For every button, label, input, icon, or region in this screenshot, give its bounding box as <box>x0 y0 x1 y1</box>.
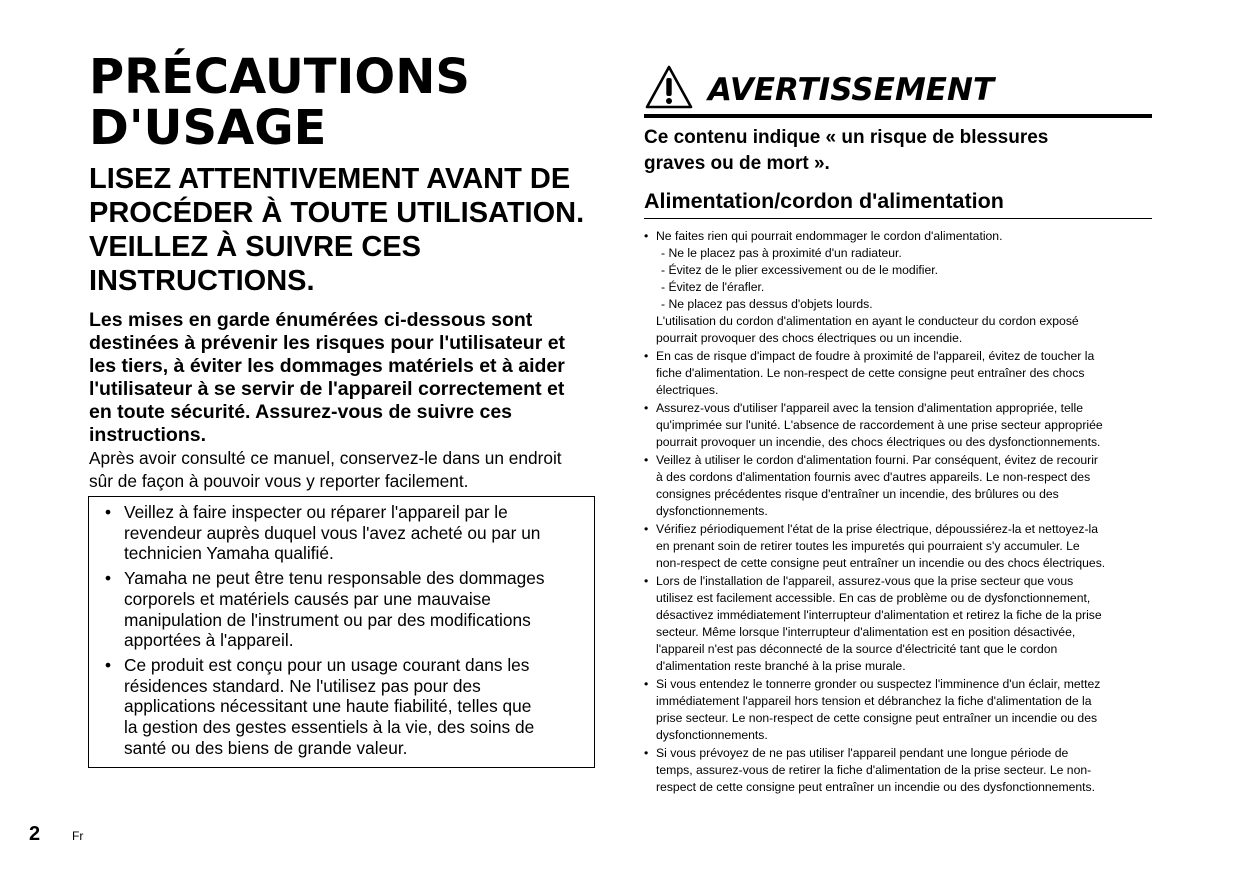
rules-list <box>644 228 1154 797</box>
rule-line: Ne faites rien qui pourrait endommager le cordon d'alimentation. <box>656 229 1003 243</box>
page-title <box>89 49 599 156</box>
notice-line: Veillez à faire inspecter ou réparer l'appareil par le <box>124 502 508 522</box>
rule-line: dysfonctionnements. <box>656 504 768 518</box>
rule-line: immédiatement l'appareil hors tension et débranchez la fiche d'alimentation de la <box>656 694 1092 708</box>
rule-line: pourrait provoquer des chocs électriques ou un incendie. <box>656 331 963 345</box>
intro-paragraph <box>89 447 599 493</box>
subtitle-line: PROCÉDER À TOUTE UTILISATION. <box>89 197 585 229</box>
rule-line: - Ne placez pas dessus d'objets lourds. <box>661 297 873 311</box>
language-code: Fr <box>72 829 84 843</box>
warning-description <box>644 125 1048 177</box>
intro-bold-line: instructions. <box>89 424 207 446</box>
rule-line: dysfonctionnements. <box>656 728 768 742</box>
intro-bold-line: l'utilisateur à se servir de l'appareil correctement et <box>89 378 565 400</box>
rule-line: qu'imprimée sur l'unité. L'absence de raccordement à une prise secteur appropriée <box>656 418 1103 432</box>
subtitle-line: INSTRUCTIONS. <box>89 265 315 297</box>
warning-triangle-icon <box>644 64 694 110</box>
intro-bold-line: Les mises en garde énumérées ci-dessous sont <box>89 309 533 331</box>
notice-line: revendeur auprès duquel vous l'avez acheté ou par un <box>124 522 541 543</box>
notice-line: résidences standard. Ne l'utilisez pas pour des <box>124 675 481 696</box>
bullet-icon: • <box>644 349 649 363</box>
intro-bold-line: en toute sécurité. Assurez-vous de suivre ces <box>89 401 513 423</box>
rule-line: temps, assurez-vous de retirer la fiche d'alimentation de la prise secteur. Le non- <box>656 763 1092 777</box>
intro-line: Après avoir consulté ce manuel, conservez-le dans un endroit <box>89 448 562 468</box>
rule-line: secteur. Même lorsque l'interrupteur d'alimentation est en position désactivée, <box>656 625 1076 639</box>
intro-bold-line: destinées à prévenir les risques pour l'utilisateur et <box>89 332 566 354</box>
rule-item <box>644 745 1154 796</box>
bullet-icon: • <box>644 574 649 588</box>
intro-line: sûr de façon à pouvoir vous y reporter facilement. <box>89 471 469 491</box>
intro-bold-line: les tiers, à éviter les dommages matériels et à aider <box>89 355 565 377</box>
rule-line: fiche d'alimentation. Le non-respect de cette consigne peut entraîner des chocs <box>656 366 1085 380</box>
title-line: PRÉCAUTIONS <box>89 49 470 105</box>
rule-item <box>644 573 1154 675</box>
bullet-icon: • <box>644 453 649 467</box>
bullet-icon: • <box>105 654 112 675</box>
rule-item <box>644 676 1154 744</box>
rule-line: non-respect de cette consigne peut entraîner un incendie ou des chocs électriques. <box>656 556 1106 570</box>
rule-line: prise secteur. Le non-respect de cette consigne peut entraîner un incendie ou des <box>656 711 1098 725</box>
rule-line: d'alimentation reste branché à la prise murale. <box>656 659 906 673</box>
warning-divider <box>644 114 1152 118</box>
notice-line: Yamaha ne peut être tenu responsable des dommages <box>124 568 545 589</box>
warning-header <box>644 64 1152 114</box>
title-line: D'USAGE <box>89 100 327 156</box>
bullet-icon: • <box>644 401 649 415</box>
rule-line: Assurez-vous d'utiliser l'appareil avec la tension d'alimentation appropriée, telle <box>656 401 1084 415</box>
rule-line: désactivez immédiatement l'interrupteur d'alimentation et retirez la fiche de la prise <box>656 608 1102 622</box>
rule-line: consignes précédentes risque d'entraîner un incendie, des brûlures ou des <box>656 487 1059 501</box>
notice-line: applications nécessitant une haute fiabilité, telles que <box>124 696 532 717</box>
bullet-icon: • <box>105 568 112 589</box>
rule-line: Veillez à utiliser le cordon d'alimentation fourni. Par conséquent, évitez de recourir <box>656 453 1098 467</box>
bullet-icon: • <box>644 229 649 243</box>
bullet-icon: • <box>644 746 649 760</box>
rule-line: - Évitez de le plier excessivement ou de le modifier. <box>661 263 939 277</box>
notice-item <box>105 568 584 651</box>
warning-title: AVERTISSEMENT <box>708 72 995 108</box>
subtitle-line: LISEZ ATTENTIVEMENT AVANT DE <box>89 163 571 195</box>
notice-item <box>105 502 584 564</box>
page-subtitle <box>89 162 599 298</box>
warning-desc-line: Ce contenu indique « un risque de blessures <box>644 127 1049 148</box>
notice-box <box>88 496 595 768</box>
subtitle-line: VEILLEZ À SUIVRE CES <box>89 231 421 263</box>
rule-line: Si vous entendez le tonnerre gronder ou suspectez l'imminence d'un éclair, mettez <box>656 677 1101 691</box>
rule-line: à des cordons d'alimentation fournis avec d'autres appareils. Le non-respect des <box>656 470 1091 484</box>
right-column <box>644 64 1152 794</box>
rule-line: - Ne le placez pas à proximité d'un radiateur. <box>661 246 902 260</box>
rule-line: respect de cette consigne peut entraîner un incendie ou des dysfonctionnements. <box>656 780 1096 794</box>
notice-list <box>89 497 594 758</box>
rule-item <box>644 452 1154 520</box>
notice-line: manipulation de l'instrument ou par des modifications <box>124 609 531 630</box>
rule-line: - Évitez de l'érafler. <box>661 280 765 294</box>
bullet-icon: • <box>105 502 112 522</box>
notice-line: corporels et matériels causés par une mauvaise <box>124 588 491 609</box>
notice-line: la gestion des gestes essentiels à la vie, des soins de <box>124 717 535 738</box>
rule-line: Lors de l'installation de l'appareil, assurez-vous que la prise secteur que vous <box>656 574 1074 588</box>
rule-item <box>644 228 1154 347</box>
notice-line: apportées à l'appareil. <box>124 630 294 651</box>
rule-line: Si vous prévoyez de ne pas utiliser l'appareil pendant une longue période de <box>656 746 1069 760</box>
rule-line: pourrait provoquer un incendie, des chocs électriques ou des dysfonctionnements. <box>656 435 1101 449</box>
rule-line: Vérifiez périodiquement l'état de la prise électrique, dépoussiérez-la et nettoyez-la <box>656 522 1098 536</box>
page-number: 2 <box>29 823 41 845</box>
notice-line: technicien Yamaha qualifié. <box>124 543 334 564</box>
rule-item <box>644 348 1154 399</box>
left-column <box>89 49 599 493</box>
rule-line: utilisez est facilement accessible. En cas de problème ou de dysfonctionnement, <box>656 591 1091 605</box>
warning-desc-line: graves ou de mort ». <box>644 153 830 174</box>
rule-line: en prenant soin de retirer toutes les impuretés qui pourraient s'y accumuler. Le <box>656 539 1080 553</box>
rule-item <box>644 521 1154 572</box>
notice-line: Ce produit est conçu pour un usage courant dans les <box>124 654 530 675</box>
bullet-icon: • <box>644 677 649 691</box>
rule-line: L'utilisation du cordon d'alimentation en ayant le conducteur du cordon exposé <box>656 314 1079 328</box>
rule-line: électriques. <box>656 383 719 397</box>
notice-item <box>105 654 584 759</box>
section-title: Alimentation/cordon d'alimentation <box>644 187 1152 219</box>
rule-item <box>644 400 1154 451</box>
intro-bold-paragraph <box>89 309 599 447</box>
rule-line: En cas de risque d'impact de foudre à proximité de l'appareil, évitez de toucher la <box>656 349 1095 363</box>
rule-line: l'appareil n'est pas déconnecté de la source d'électricité tant que le cordon <box>656 642 1058 656</box>
notice-line: santé ou des biens de grande valeur. <box>124 737 408 758</box>
bullet-icon: • <box>644 522 649 536</box>
